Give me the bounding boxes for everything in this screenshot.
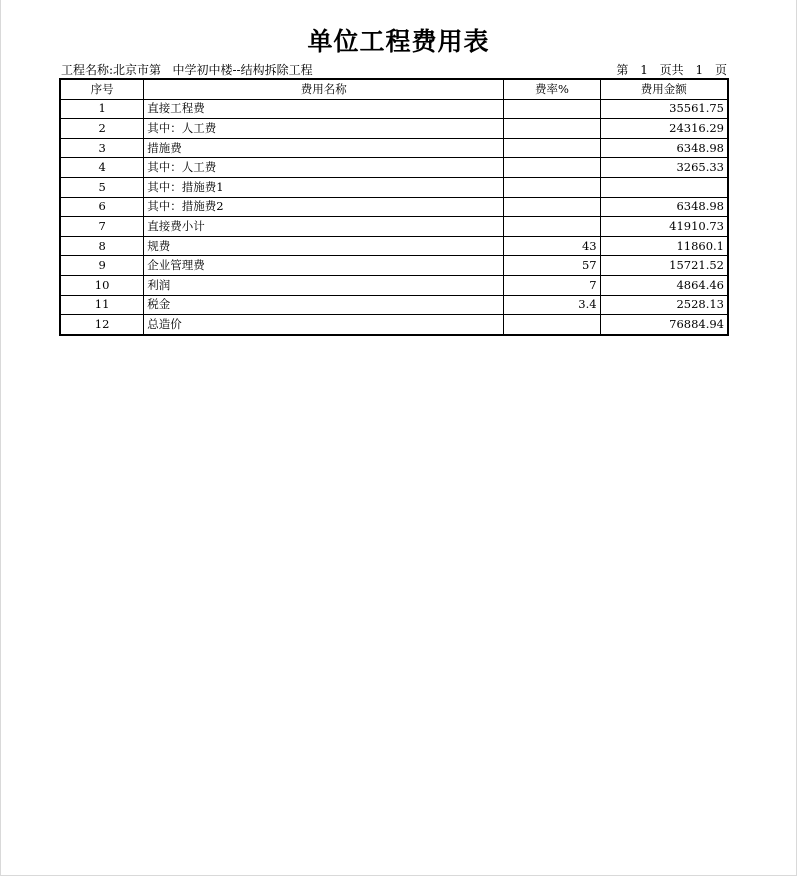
row-name: 规费 [144,236,504,256]
table-row [60,295,728,315]
row-name: 其中：措施费2 [144,197,504,217]
project-label: 工程名称: [61,63,114,77]
header-no: 序号 [60,79,144,99]
table-row [60,217,728,237]
page-info [608,61,727,78]
row-rate [504,315,600,335]
row-amount: 11860.1 [600,236,728,256]
row-number: 3 [60,138,144,158]
header-meta [61,61,727,78]
table-row [60,119,728,139]
row-number: 5 [60,177,144,197]
row-rate [504,119,600,139]
table-row [60,315,728,335]
table-row [60,197,728,217]
row-number: 2 [60,119,144,139]
row-number: 12 [60,315,144,335]
table-row [60,236,728,256]
row-name: 其中：措施费1 [144,177,504,197]
header-rate: 费率% [504,79,600,99]
table-row [60,256,728,276]
page-prefix: 第 [616,63,629,77]
row-amount: 2528.13 [600,295,728,315]
row-name: 直接费小计 [144,217,504,237]
row-name: 其中：人工费 [144,119,504,139]
cost-table [59,78,729,336]
page-mid: 页共 [659,63,684,77]
row-number: 7 [60,217,144,237]
row-number: 11 [60,295,144,315]
header-name: 费用名称 [144,79,504,99]
row-number: 4 [60,158,144,178]
header-amount: 费用金额 [600,79,728,99]
table-row [60,138,728,158]
row-rate [504,197,600,217]
row-amount [600,177,728,197]
table-row [60,99,728,119]
row-number: 1 [60,99,144,119]
page-title: 单位工程费用表 [307,27,490,56]
row-name: 措施费 [144,138,504,158]
project-name: 北京市第 中学初中楼--结构拆除工程 [113,63,313,77]
table-row [60,275,728,295]
row-rate [504,177,600,197]
row-rate [504,99,600,119]
row-amount: 6348.98 [600,138,728,158]
row-rate [504,158,600,178]
row-amount: 76884.94 [600,315,728,335]
row-rate: 3.4 [504,295,600,315]
row-name: 总造价 [144,315,504,335]
row-amount: 24316.29 [600,119,728,139]
row-rate: 43 [504,236,600,256]
row-name: 企业管理费 [144,256,504,276]
row-rate: 7 [504,275,600,295]
row-rate [504,217,600,237]
row-amount: 41910.73 [600,217,728,237]
project-info [61,61,313,78]
row-name: 利润 [144,275,504,295]
row-number: 8 [60,236,144,256]
table-header-row [60,79,728,99]
row-rate [504,138,600,158]
table-row [60,158,728,178]
page-suffix: 页 [714,63,727,77]
row-amount: 15721.52 [600,256,728,276]
row-number: 6 [60,197,144,217]
row-number: 10 [60,275,144,295]
table-row [60,177,728,197]
row-amount: 3265.33 [600,158,728,178]
row-amount: 6348.98 [600,197,728,217]
row-name: 直接工程费 [144,99,504,119]
row-amount: 35561.75 [600,99,728,119]
row-name: 税金 [144,295,504,315]
row-name: 其中：人工费 [144,158,504,178]
page-current: 1 [640,63,648,77]
page-total: 1 [695,63,704,77]
row-amount: 4864.46 [600,275,728,295]
row-number: 9 [60,256,144,276]
row-rate: 57 [504,256,600,276]
